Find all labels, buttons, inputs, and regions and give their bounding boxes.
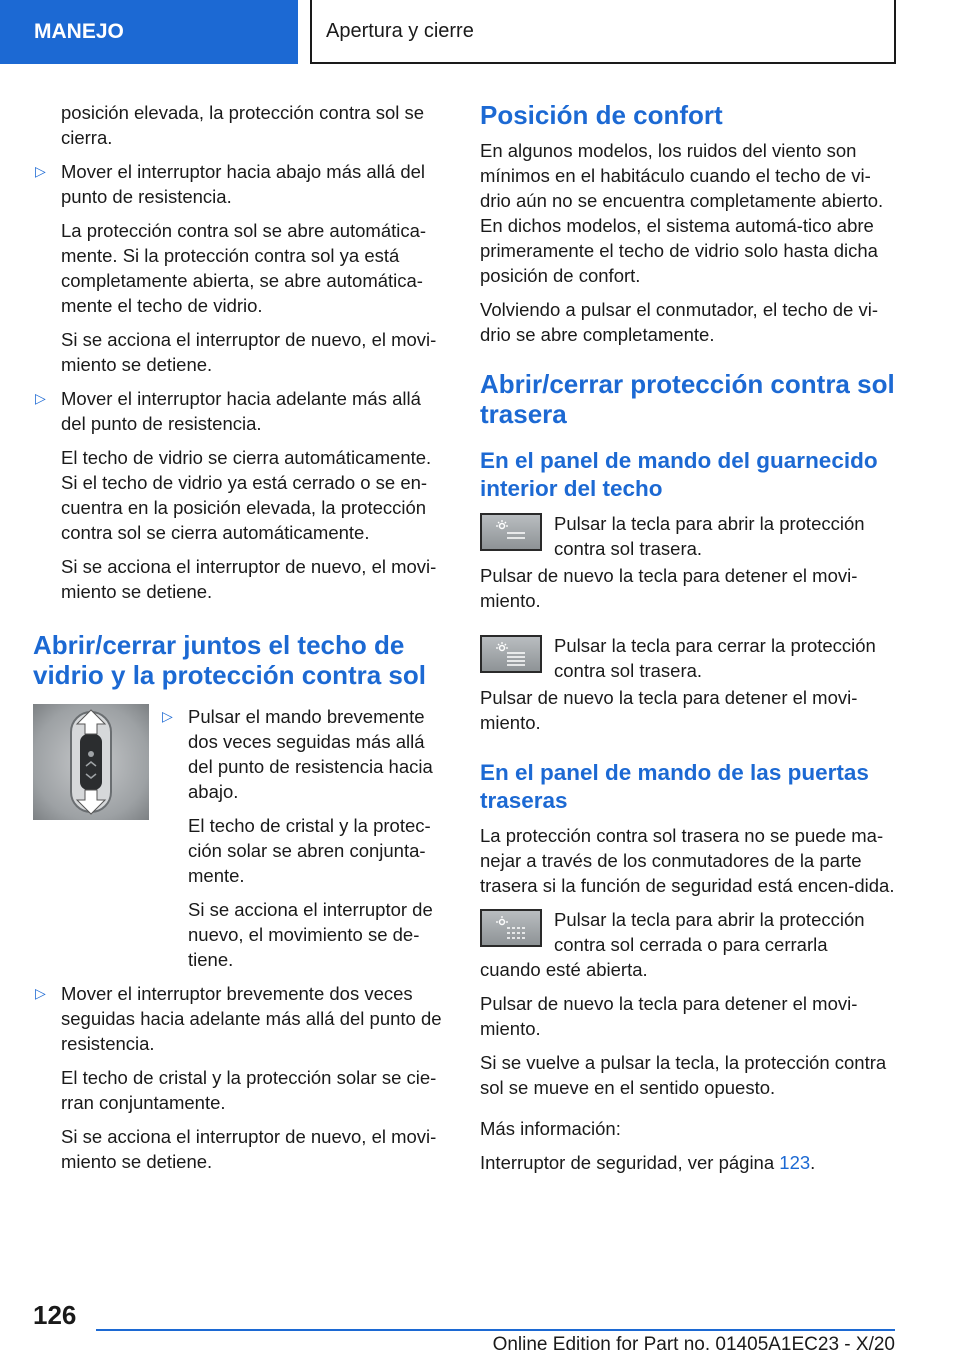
right-column (480, 100, 895, 1184)
edition-text: Online Edition for Part no. 01405A1EC23 - X/20 (492, 1334, 895, 1355)
paragraph: En algunos modelos, los ruidos del viento son mínimos en el habitáculo cuando el techo de vi-drio aún no se encuentra completamente abierto. En dichos modelos, el sistema automá-tico abre primeramente el techo de vidrio solo hasta dicha posición de confort. (480, 140, 884, 286)
paragraph: Si se acciona el interruptor de nuevo, el movi-miento se detiene. (61, 1126, 437, 1172)
page-header (0, 0, 960, 66)
key-instruction (480, 907, 895, 957)
chapter-title: Apertura y cierre (310, 0, 896, 64)
subsection-heading: En el panel de mando de las puertas traseras (480, 760, 869, 813)
left-column (33, 100, 448, 1183)
paragraph: Si se acciona el interruptor de nuevo, el movimiento se de-tiene. (188, 899, 433, 970)
paragraph: cuando esté abierta. (480, 959, 648, 980)
sunshade-toggle-icon (480, 909, 542, 947)
key-description: Pulsar la tecla para cerrar la protección contra sol trasera. (554, 635, 876, 681)
paragraph: El techo de vidrio se cierra automáticamente. Si el techo de vidrio ya está cerrado o se en-cuentra en la posición elevada, la protección contra sol se cierra automáticamente. (61, 447, 432, 543)
sunshade-close-icon (480, 635, 542, 673)
paragraph: Si se acciona el interruptor de nuevo, el movi-miento se detiene. (61, 556, 437, 602)
bullet-triangle-icon: ▷ (35, 163, 46, 179)
paragraph: Pulsar de nuevo la tecla para detener el movi-miento. (480, 687, 858, 733)
bullet-triangle-icon: ▷ (35, 390, 46, 406)
section-heading: Abrir/cerrar protección contra sol trasera (480, 369, 895, 429)
bullet-text: Pulsar el mando brevemente dos veces seguidas más allá del punto de resistencia hacia abajo. (188, 706, 433, 802)
paragraph: Si se vuelve a pulsar la tecla, la protección contra sol se mueve en el sentido opuesto. (480, 1052, 887, 1098)
paragraph: La protección contra sol trasera no se puede ma-nejar a través de los conmutadores de la parte trasera si la función de seguridad está encen-dida. (480, 825, 895, 896)
key-description: Pulsar la tecla para abrir la protección contra sol trasera. (554, 513, 865, 559)
cross-reference (480, 1150, 895, 1175)
list-item (33, 159, 448, 209)
sunshade-open-icon (480, 513, 542, 551)
bullet-text: Mover el interruptor hacia adelante más allá del punto de resistencia. (61, 388, 421, 434)
bullet-text: Mover el interruptor brevemente dos veces seguidas hacia adelante más allá del punto de resistencia. (61, 983, 442, 1054)
section-heading: Abrir/cerrar juntos el techo de vidrio y la protección contra sol (33, 630, 426, 690)
section-tab: MANEJO (0, 0, 298, 64)
paragraph: Pulsar de nuevo la tecla para detener el movi-miento. (480, 565, 858, 611)
list-item (33, 386, 448, 436)
section-heading: Posición de confort (480, 100, 723, 130)
roof-switch-photo (33, 704, 149, 820)
paragraph: Si se acciona el interruptor de nuevo, el movi-miento se detiene. (61, 329, 437, 375)
list-item (33, 981, 448, 1056)
bullet-text: Mover el interruptor hacia abajo más allá del punto de resistencia. (61, 161, 426, 207)
key-description: Pulsar la tecla para abrir la protección contra sol cerrada o para cerrarla (554, 909, 865, 955)
reference-end: . (810, 1152, 816, 1173)
footer-divider (96, 1329, 895, 1331)
paragraph: posición elevada, la protección contra sol se cierra. (61, 102, 425, 148)
page-link[interactable]: 123 (779, 1152, 811, 1173)
switch-figure (33, 704, 448, 972)
paragraph: El techo de cristal y la protección solar se cie-rran conjuntamente. (61, 1067, 437, 1113)
key-instruction (480, 633, 895, 683)
paragraph: El techo de cristal y la protec-ción solar se abren conjunta-mente. (188, 815, 431, 886)
subsection-heading: En el panel de mando del guarnecido interior del techo (480, 448, 878, 501)
paragraph: La protección contra sol se abre automática-mente. Si la protección contra sol ya está completamente abierta, se abre automática-mente el techo de vidrio. (61, 220, 427, 316)
page-number: 126 (33, 1300, 77, 1330)
list-item (160, 704, 448, 804)
bullet-triangle-icon: ▷ (162, 708, 173, 724)
key-instruction (480, 511, 895, 561)
reference-text: Interruptor de seguridad, ver página (480, 1152, 780, 1173)
bullet-triangle-icon: ▷ (35, 985, 46, 1001)
more-info-label: Más información: (480, 1118, 621, 1139)
paragraph: Pulsar de nuevo la tecla para detener el movi-miento. (480, 993, 858, 1039)
paragraph: Volviendo a pulsar el conmutador, el techo de vi-drio se abre completamente. (480, 299, 878, 345)
